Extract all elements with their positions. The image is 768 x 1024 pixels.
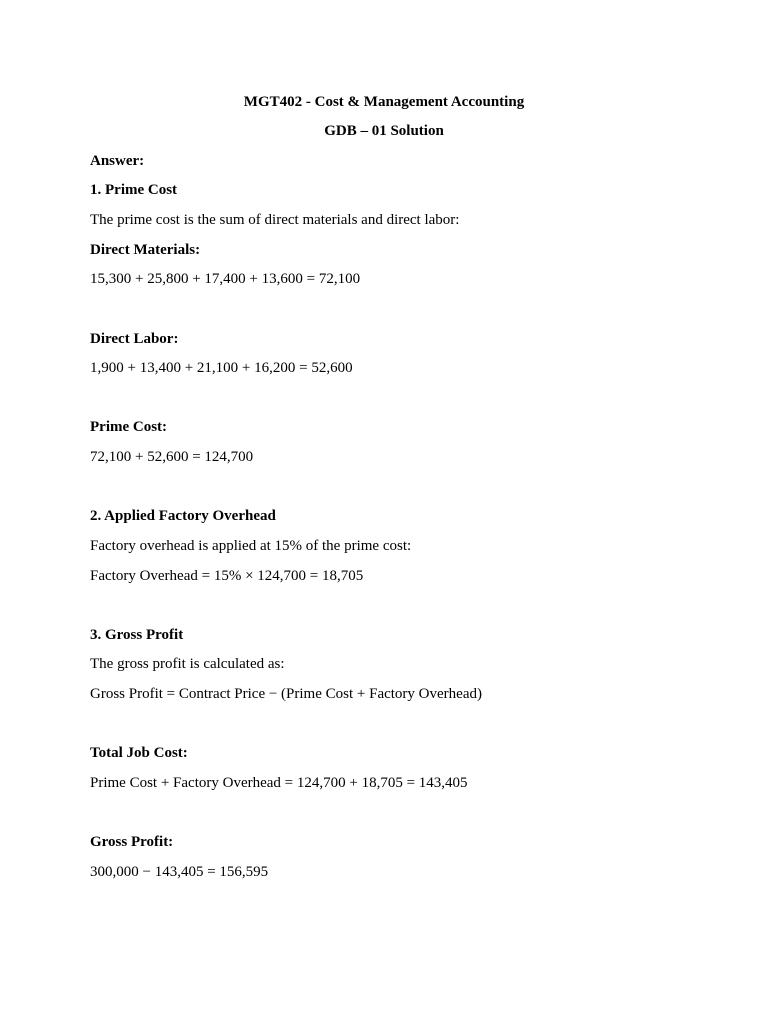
gross-profit-formula: Gross Profit = Contract Price − (Prime Cost + Factory Overhead) (90, 686, 482, 702)
direct-labor-label: Direct Labor: (90, 331, 179, 347)
prime-cost-intro: The prime cost is the sum of direct materials and direct labor: (90, 212, 460, 228)
section-heading-factory-overhead: 2. Applied Factory Overhead (90, 508, 276, 524)
direct-materials-calc: 15,300 + 25,800 + 17,400 + 13,600 = 72,100 (90, 271, 361, 287)
section-heading-gross-profit: 3. Gross Profit (90, 627, 184, 643)
answer-label: Answer: (90, 153, 145, 169)
total-job-cost-label: Total Job Cost: (90, 745, 188, 761)
direct-materials-label: Direct Materials: (90, 242, 201, 258)
direct-labor-calc: 1,900 + 13,400 + 21,100 + 16,200 = 52,600 (90, 360, 353, 376)
prime-cost-label: Prime Cost: (90, 419, 168, 435)
document-title: MGT402 - Cost & Management Accounting (243, 94, 525, 110)
gross-profit-calc: 300,000 − 143,405 = 156,595 (90, 864, 269, 880)
prime-cost-calc: 72,100 + 52,600 = 124,700 (90, 449, 254, 465)
gross-profit-intro: The gross profit is calculated as: (90, 656, 285, 672)
document-subtitle: GDB – 01 Solution (324, 123, 444, 139)
total-job-cost-calc: Prime Cost + Factory Overhead = 124,700 + 18,705 = 143,405 (90, 775, 468, 791)
factory-overhead-intro: Factory overhead is applied at 15% of the prime cost: (90, 538, 412, 554)
gross-profit-label: Gross Profit: (90, 834, 174, 850)
factory-overhead-calc: Factory Overhead = 15% × 124,700 = 18,705 (90, 568, 364, 584)
section-heading-prime-cost: 1. Prime Cost (90, 182, 178, 198)
